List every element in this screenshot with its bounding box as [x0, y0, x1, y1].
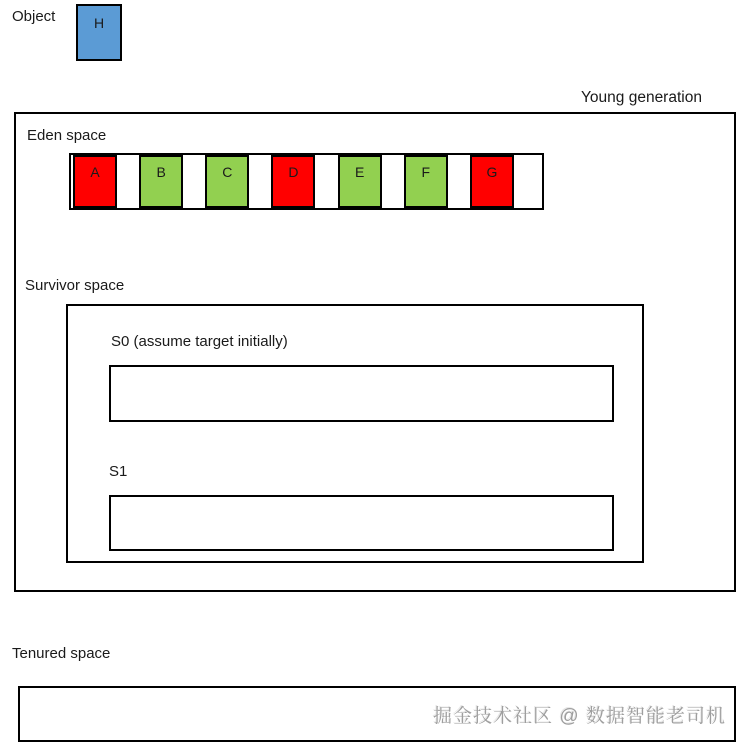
eden-slot-e: E: [338, 155, 382, 208]
eden-slot-g: G: [470, 155, 514, 208]
young-generation-label: Young generation: [581, 89, 702, 106]
survivor-space-label: Survivor space: [25, 277, 125, 294]
survivor-space-box: [66, 304, 644, 563]
s1-label: S1: [109, 463, 128, 480]
object-box-h: [76, 4, 122, 61]
object-label: Object: [12, 8, 56, 25]
watermark-text: 掘金技术社区 @ 数据智能老司机: [433, 705, 726, 727]
eden-space-label: Eden space: [27, 127, 107, 144]
tenured-space-box: [18, 686, 736, 742]
s0-label: S0 (assume target initially): [111, 333, 288, 350]
object-box-h-label: H: [93, 15, 105, 31]
tenured-space-label: Tenured space: [12, 645, 111, 662]
young-generation-box: [14, 112, 736, 592]
eden-slot-f: F: [404, 155, 448, 208]
eden-row: [69, 153, 544, 210]
eden-slot-b: B: [139, 155, 183, 208]
s0-rect: [109, 365, 614, 422]
eden-slot-c: C: [205, 155, 249, 208]
eden-slot-a: A: [73, 155, 117, 208]
s1-rect: [109, 495, 614, 551]
eden-slot-d: D: [271, 155, 315, 208]
